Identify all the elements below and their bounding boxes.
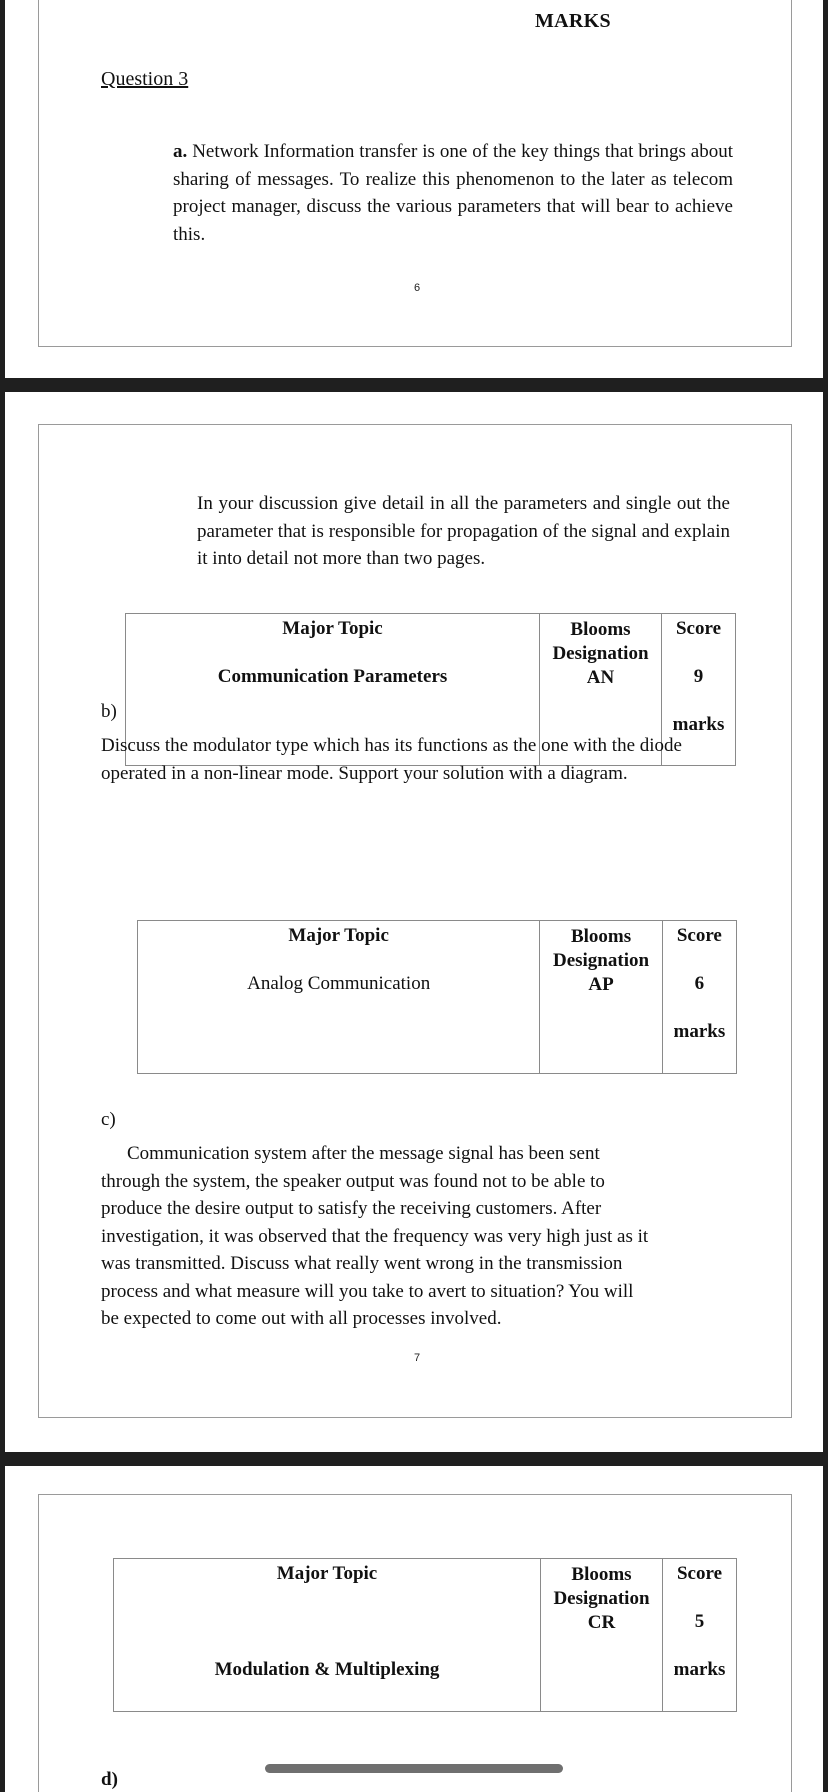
part-c-line: Communication system after the message signal has been sent bbox=[127, 1143, 600, 1164]
blooms-header-line1: Blooms bbox=[570, 619, 631, 640]
part-c-line: was transmitted. Discuss what really went wrong in the transmission bbox=[101, 1253, 623, 1274]
blooms-value: AN bbox=[586, 667, 615, 688]
page-number: 6 bbox=[414, 282, 421, 294]
score-unit: marks bbox=[673, 1021, 726, 1042]
blooms-value: AP bbox=[588, 974, 614, 995]
major-topic-cell bbox=[138, 921, 540, 1074]
rubric-table-c bbox=[113, 1558, 737, 1712]
blooms-header-line2: Designation bbox=[552, 950, 650, 971]
score-value: 9 bbox=[693, 666, 704, 687]
blooms-header-line2: Designation bbox=[552, 643, 649, 664]
blooms-header-line1: Blooms bbox=[571, 1564, 632, 1585]
part-b-question-text: Discuss the modulator type which has its functions as the one with the diode operated in a non-linear mode. Support your solution with a diagram. bbox=[101, 735, 682, 784]
part-a-question-text bbox=[173, 138, 733, 248]
part-c-question-text bbox=[101, 1140, 751, 1333]
blooms-cell bbox=[541, 1559, 663, 1712]
page-number: 7 bbox=[414, 1352, 421, 1364]
document-page-3 bbox=[5, 1466, 823, 1792]
part-c-line: be expected to come out with all processes involved. bbox=[101, 1308, 502, 1329]
part-c-line: process and what measure will you take to avert to situation? You will bbox=[101, 1280, 634, 1302]
part-b-label: b) bbox=[101, 701, 117, 722]
major-topic-header: Major Topic bbox=[288, 925, 389, 946]
major-topic-value: Communication Parameters bbox=[217, 666, 448, 687]
document-page-1 bbox=[5, 0, 823, 378]
score-value: 5 bbox=[694, 1611, 705, 1632]
score-unit: marks bbox=[673, 1659, 726, 1680]
major-topic-header: Major Topic bbox=[276, 1563, 378, 1584]
score-header: Score bbox=[676, 1563, 723, 1584]
part-c-line: through the system, the speaker output was found not to be able to bbox=[101, 1170, 605, 1192]
blooms-value: CR bbox=[587, 1612, 616, 1633]
marks-column-header: MARKS bbox=[535, 10, 611, 32]
part-c-line: investigation, it was observed that the frequency was very high just as it bbox=[101, 1225, 649, 1247]
blooms-header-line2: Designation bbox=[553, 1588, 650, 1609]
score-header: Score bbox=[675, 618, 722, 639]
score-cell bbox=[663, 1559, 737, 1712]
rubric-table-b bbox=[137, 920, 737, 1074]
home-indicator-bar[interactable] bbox=[265, 1764, 563, 1773]
score-unit: marks bbox=[672, 714, 725, 735]
part-c-line: produce the desire output to satisfy the receiving customers. After bbox=[101, 1198, 602, 1219]
part-c-label: c) bbox=[101, 1109, 116, 1130]
major-topic-cell bbox=[114, 1559, 541, 1712]
major-topic-value: Analog Communication bbox=[247, 973, 431, 994]
part-a-body: Network Information transfer is one of the key things that brings about sharing of messages. To realize this phenomenon to the later as telecom project manager, discuss the various parameters that will bear to achieve this. bbox=[173, 141, 733, 245]
part-a-continuation-text: In your discussion give detail in all the parameters and single out the parameter that is responsible for propagation of the signal and explain it into detail not more than two pages. bbox=[197, 493, 730, 569]
score-header: Score bbox=[676, 925, 722, 946]
question-title: Question 3 bbox=[101, 68, 189, 90]
blooms-cell bbox=[540, 921, 662, 1074]
part-a-label: a. bbox=[173, 141, 188, 162]
blooms-header-line1: Blooms bbox=[570, 926, 632, 947]
document-page-2 bbox=[5, 392, 823, 1452]
part-d-label: d) bbox=[101, 1769, 118, 1790]
score-value: 6 bbox=[694, 973, 705, 994]
major-topic-value: Modulation & Multiplexing bbox=[214, 1659, 440, 1680]
score-cell bbox=[662, 921, 736, 1074]
major-topic-header: Major Topic bbox=[282, 618, 383, 639]
